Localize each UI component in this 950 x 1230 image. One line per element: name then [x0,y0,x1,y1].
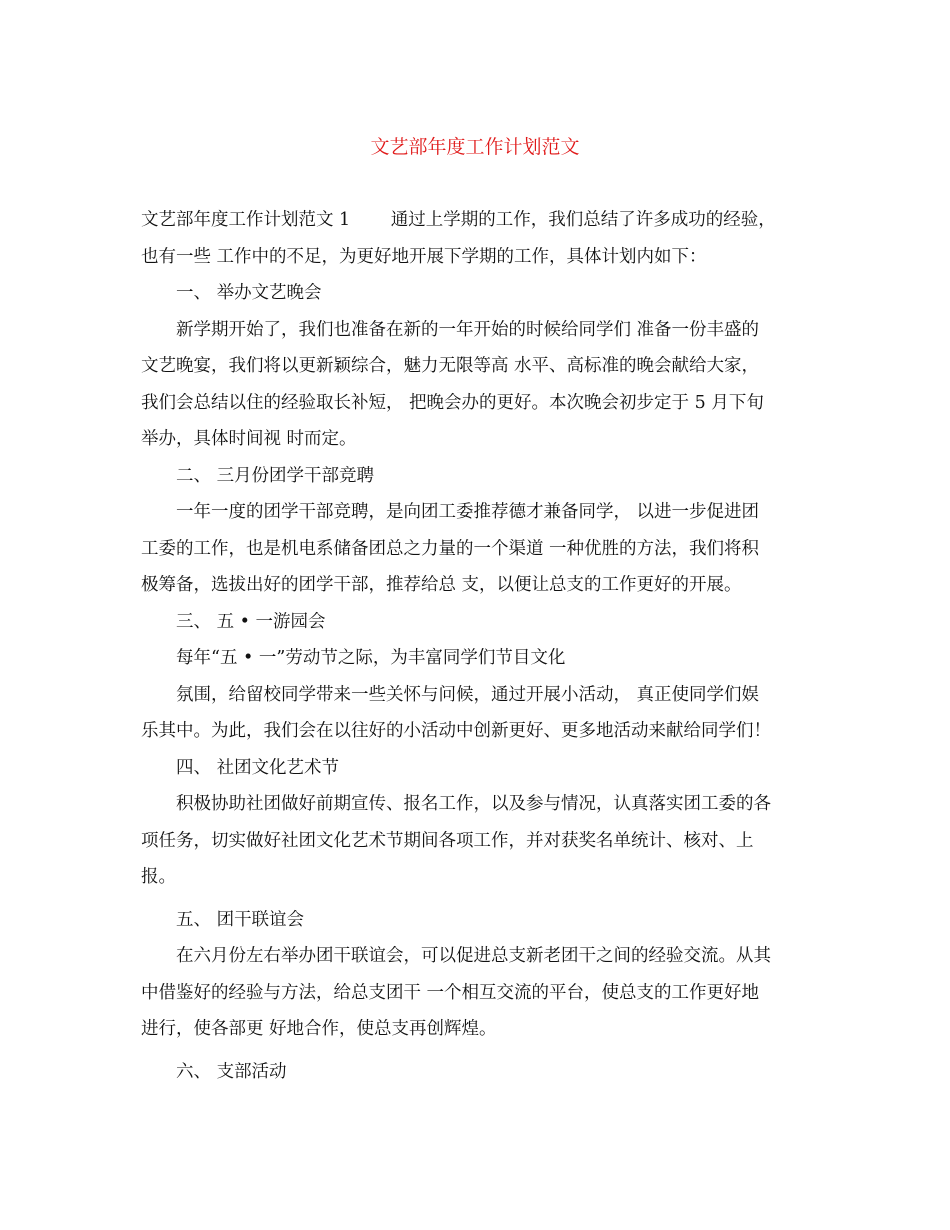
section-heading: 二、 三月份团学干部竞聘 [176,465,375,486]
section-heading: 五、 团干联谊会 [176,909,305,930]
document-title: 文艺部年度工作计划范文 [370,136,580,158]
paragraph-line: 报。 [141,867,176,887]
section-heading: 一、 举办文艺晚会 [176,283,322,303]
section-heading: 三、 五 • 一游园会 [176,611,326,632]
paragraph-line: 极筹备，选拔出好的团学干部，推荐给总 支，以便让总支的工作更好的开展。 [141,575,742,595]
paragraph-line: 工委的工作，也是机电系储备团总之力量的一个渠道 一种优胜的方法，我们将积 [141,538,760,559]
paragraph-line: 每年“五 • 一”劳动节之际，为丰富同学们节目文化 [176,648,566,668]
paragraph-line: 项任务，切实做好社团文化艺术节期间各项工作，并对获奖名单统计、核对、上 [141,830,754,851]
paragraph-line: 文艺晚宴，我们将以更新颖综合，魅力无限等高 水平、高标准的晚会献给大家， [141,356,760,376]
paragraph-line: 在六月份左右举办团干联谊会，可以促进总支新老团干之间的经验交流。从其 [176,946,771,966]
paragraph-line: 我们会总结以住的经验取长补短， 把晚会办的更好。本次晚会初步定于 5 月下旬 [141,392,764,413]
paragraph-line: 举办，具体时间视 时而定。 [141,429,357,449]
paragraph-line: 积极协助社团做好前期宣传、报名工作，以及参与情况，认真落实团工委的各 [176,794,771,814]
paragraph-line: 文艺部年度工作计划范文 1 通过上学期的工作，我们总结了许多成功的经验， [141,210,776,230]
paragraph-line: 也有一些 工作中的不足，为更好地开展下学期的工作，具体计划内如下： [141,246,707,267]
paragraph-line: 中借鉴好的经验与方法，给总支团干 一个相互交流的平台，使总支的工作更好地 [141,982,760,1003]
paragraph-line: 新学期开始了，我们也准备在新的一年开始的时候给同学们 准备一份丰盛的 [176,319,760,340]
section-heading: 六、 支部活动 [176,1061,287,1082]
paragraph-line: 一年一度的团学干部竞聘，是向团工委推荐德才兼备同学， 以进一步促进团 [176,502,760,522]
document-body [141,202,801,1090]
paragraph-line: 氛围，给留校同学带来一些关怀与问候，通过开展小活动， 真正使同学们娱 [176,684,760,705]
section-heading: 四、 社团文化艺术节 [176,757,340,778]
paragraph-line: 乐其中。为此，我们会在以往好的小活动中创新更好、更多地活动来献给同学们！ [141,721,771,741]
paragraph-line: 进行，使各部更 好地合作，使总支再创辉煌。 [141,1019,497,1039]
